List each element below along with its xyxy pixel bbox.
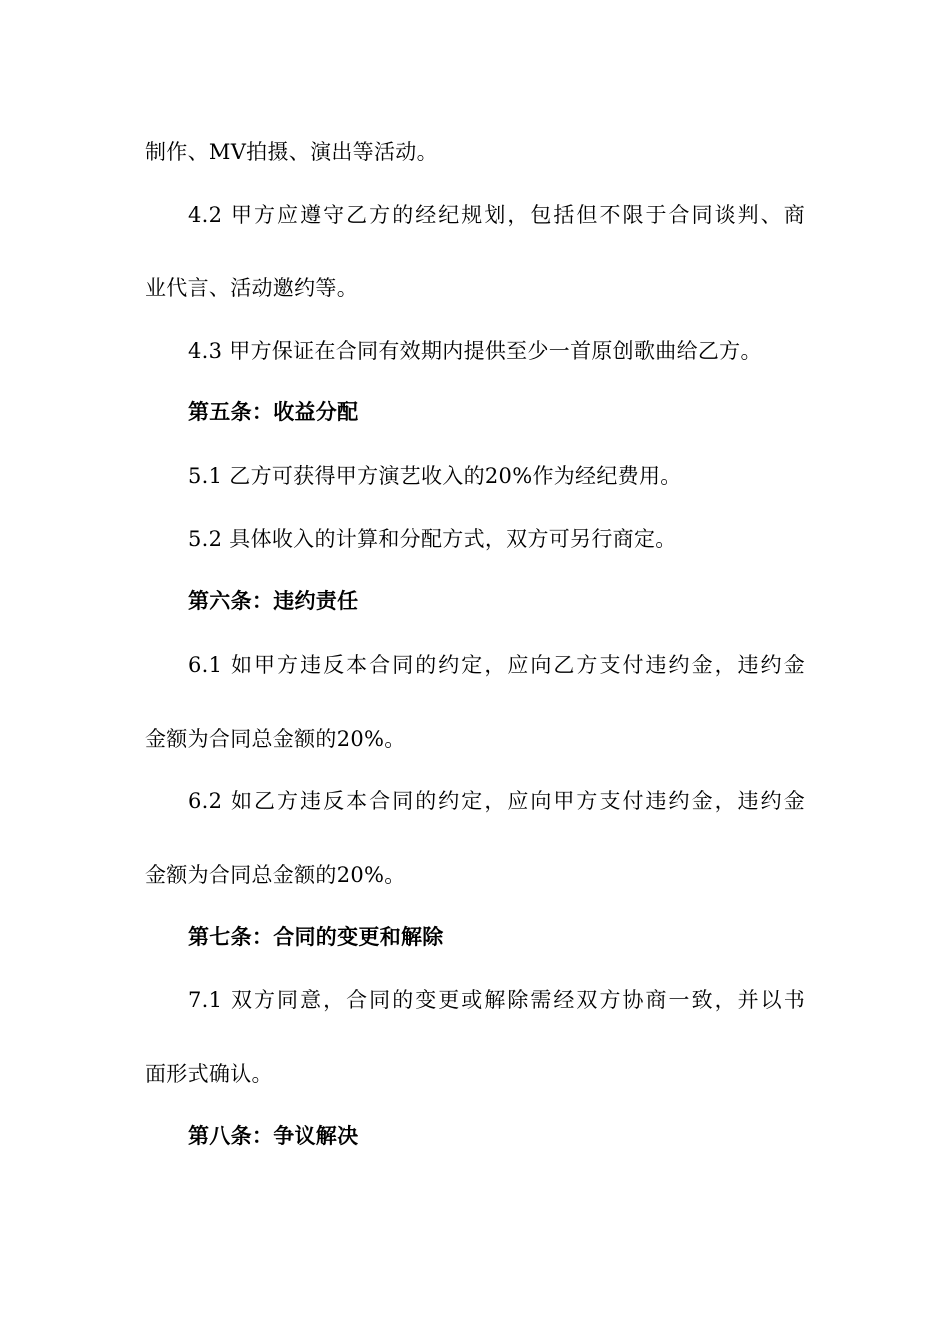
clause-7-1: 7.1 双方同意，合同的变更或解除需经双方协商一致，并以书 (188, 988, 805, 1012)
clause-4-2-continuation: 业代言、活动邀约等。 (145, 276, 358, 300)
clause-5-2: 5.2 具体收入的计算和分配方式，双方可另行商定。 (188, 527, 677, 551)
article-8-heading: 第八条：争议解决 (188, 1124, 359, 1148)
clause-6-1: 6.1 如甲方违反本合同的约定，应向乙方支付违约金，违约金 (188, 653, 805, 677)
paragraph-continuation: 制作、MV拍摄、演出等活动。 (145, 140, 438, 164)
article-7-heading: 第七条：合同的变更和解除 (188, 925, 444, 949)
clause-6-2-continuation: 金额为合同总金额的20%。 (145, 863, 406, 887)
clause-7-1-continuation: 面形式确认。 (145, 1062, 273, 1086)
article-5-heading: 第五条：收益分配 (188, 400, 359, 424)
clause-4-3: 4.3 甲方保证在合同有效期内提供至少一首原创歌曲给乙方。 (188, 339, 762, 363)
clause-4-2: 4.2 甲方应遵守乙方的经纪规划，包括但不限于合同谈判、商 (188, 203, 805, 227)
clause-5-1: 5.1 乙方可获得甲方演艺收入的20%作为经纪费用。 (188, 464, 682, 488)
clause-6-1-continuation: 金额为合同总金额的20%。 (145, 727, 406, 751)
article-6-heading: 第六条：违约责任 (188, 589, 359, 613)
clause-6-2: 6.2 如乙方违反本合同的约定，应向甲方支付违约金，违约金 (188, 789, 805, 813)
